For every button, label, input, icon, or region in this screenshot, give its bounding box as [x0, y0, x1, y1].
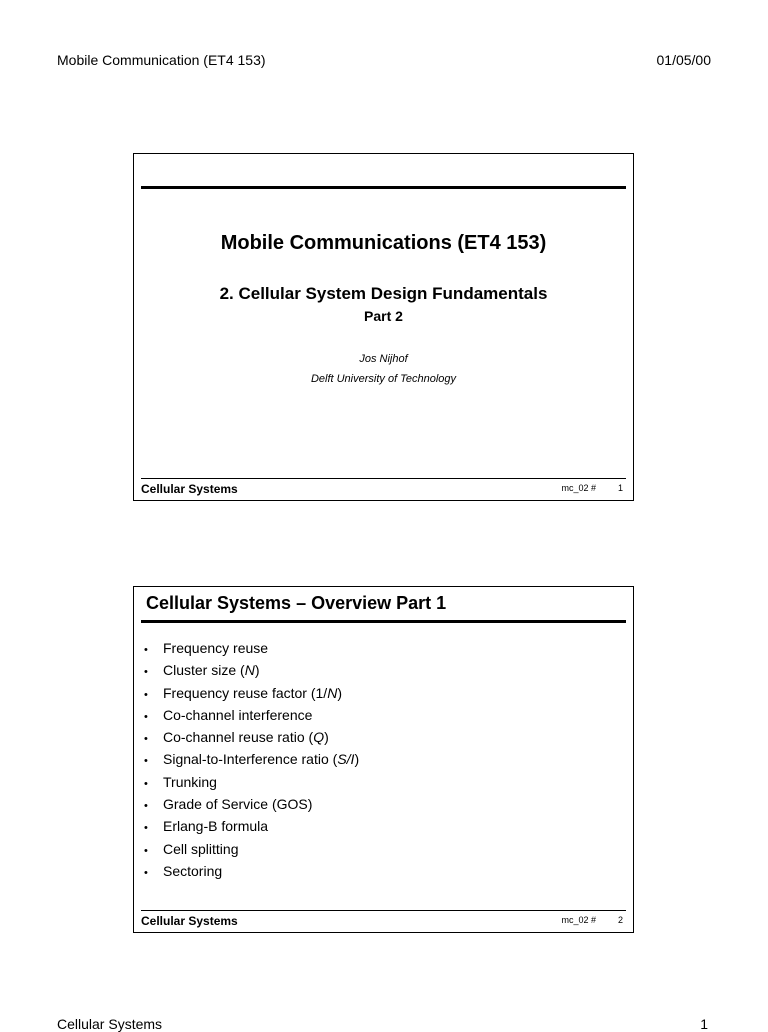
bullet-text-italic: N	[244, 662, 255, 679]
bullet-item	[144, 659, 359, 681]
bullet-text-italic: Q	[313, 729, 325, 746]
slide-1-affiliation: Delft University of Technology	[310, 373, 457, 385]
bullet-symbol: •	[144, 733, 148, 746]
bullet-item	[144, 793, 359, 815]
page-number: 1	[700, 1016, 708, 1032]
bullet-text: Co-channel interference	[163, 706, 313, 723]
slide-1-part: Part 2	[364, 308, 403, 324]
bullet-item	[144, 771, 359, 793]
slide-1-footer	[141, 478, 626, 497]
bullet-text: Trunking	[163, 773, 217, 790]
slide-1-title: Mobile Communications (ET4 153)	[220, 232, 547, 254]
slide-1-footer-id: mc_02 #	[561, 483, 596, 493]
slide-2-footer-id: mc_02 #	[561, 915, 596, 925]
bullet-text-suffix: )	[324, 729, 329, 746]
bullet-text-suffix: )	[337, 684, 342, 701]
slide-1-top-rule	[141, 186, 626, 189]
bullet-text-italic: S/I	[337, 751, 355, 768]
bullet-text: Frequency reuse	[163, 640, 269, 656]
bullet-item	[144, 726, 359, 748]
page-footer-label: Cellular Systems	[57, 1016, 163, 1032]
bullet-text: Cluster size (	[163, 662, 245, 679]
bullet-text: Erlang-B formula	[163, 818, 269, 835]
slide-1-footer-label: Cellular Systems	[141, 482, 238, 496]
slide-1-footer-number: 1	[617, 483, 623, 493]
bullet-symbol: •	[144, 844, 148, 857]
bullet-symbol: •	[144, 755, 148, 768]
bullet-symbol: •	[144, 822, 148, 835]
bullet-text-suffix: )	[354, 751, 360, 768]
bullet-item	[144, 860, 359, 882]
bullet-symbol: •	[144, 688, 148, 701]
slide-2-footer-number: 2	[617, 915, 623, 925]
bullet-symbol: •	[144, 777, 148, 790]
bullet-symbol: •	[144, 644, 148, 656]
slide-2-title-rule	[141, 620, 626, 623]
bullet-text: Co-channel reuse ratio (	[163, 729, 314, 746]
bullet-text: Sectoring	[163, 862, 223, 879]
bullet-text-italic: N	[327, 684, 338, 701]
bullet-text-suffix: )	[254, 662, 260, 679]
page-header-title: Mobile Communication (ET4 153)	[57, 52, 266, 68]
slide-2-bullet-list	[144, 637, 359, 882]
bullet-symbol: •	[144, 666, 148, 679]
slide-2	[133, 586, 634, 933]
bullet-symbol: •	[144, 866, 148, 879]
bullet-item	[144, 838, 359, 860]
slide-2-footer-label: Cellular Systems	[141, 914, 238, 928]
bullet-text: Grade of Service (GOS)	[163, 796, 313, 813]
bullet-item	[144, 637, 359, 659]
bullet-item	[144, 748, 359, 770]
slide-2-title: Cellular Systems – Overview Part 1	[146, 593, 447, 613]
slide-1-author: Jos Nijhof	[359, 353, 408, 365]
bullet-symbol: •	[144, 710, 148, 723]
slide-1	[133, 153, 634, 501]
page-header-date: 01/05/00	[656, 52, 711, 68]
bullet-item	[144, 704, 359, 726]
bullet-text: Frequency reuse factor (1/	[163, 684, 328, 701]
bullet-symbol: •	[144, 800, 148, 813]
slide-1-subtitle: 2. Cellular System Design Fundamentals	[219, 284, 548, 303]
bullet-item	[144, 682, 359, 704]
bullet-item	[144, 815, 359, 837]
slide-2-footer	[141, 910, 626, 929]
bullet-text: Signal-to-Interference ratio (	[163, 751, 338, 768]
bullet-text: Cell splitting	[163, 840, 239, 857]
